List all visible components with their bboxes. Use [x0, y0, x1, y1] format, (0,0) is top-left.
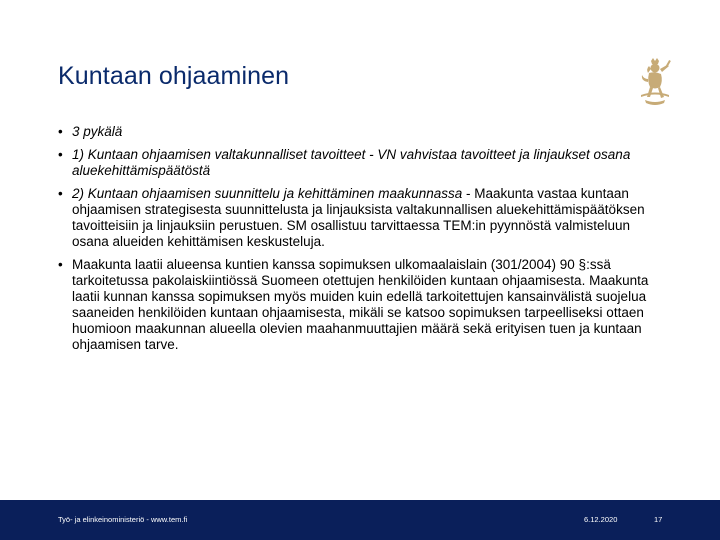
finnish-lion-crest-icon [636, 57, 674, 107]
bullet-text-italic: 3 pykälä [72, 124, 123, 139]
bullet-text: Maakunta laatii alueensa kuntien kanssa sopimuksen ulkomaalaislain (301/2004) 90 §:ssä tarkoitetussa pakolaiskiintiössä Suomeen otettujen henkilöiden kuntaan ohjaamisesta. Maakunta laatii kunnan kanssa sopimuksen myös muiden kuin edellä tarkoitettujen kansainvälistä suojelua saaneiden henkilöiden kuntaan ohjaamisesta, mikäli se katsoo sopimuksen tarpeelliseksi ottaen huomioon maakunnan alueella olevien maahanmuuttajien määrä sekä erityisen tuen ja kuntaan ohjaamisen tarve. [72, 257, 649, 352]
slide-title: Kuntaan ohjaaminen [58, 62, 290, 90]
list-item [58, 124, 670, 140]
footer-bar [0, 500, 720, 540]
bullet-text-italic: 1) Kuntaan ohjaamisen valtakunnalliset tavoitteet - VN vahvistaa tavoitteet ja linjaukset osana aluekehittämispäätöstä [72, 147, 631, 178]
bullet-marker: • [58, 257, 63, 272]
footer-date: 6.12.2020 [584, 515, 618, 524]
bullet-list [58, 124, 670, 360]
bullet-marker: • [58, 186, 63, 201]
bullet-text: - Maakunta vastaa kuntaan ohjaamisen strategisesta suunnittelusta ja linjauksista valtakunnallisen aluekehittämispäätöksen tavoitteisiin ja linjauksiin perustuen. SM osallistuu tarvittaessa TEM:in pyynnöstä valmisteluun osana alueiden kehittämisen keskusteluja. [72, 186, 645, 249]
list-item [58, 257, 670, 353]
bullet-marker: • [58, 147, 63, 162]
bullet-marker: • [58, 124, 63, 139]
list-item [58, 147, 670, 179]
bullet-text-italic: 2) Kuntaan ohjaamisen suunnittelu ja kehittäminen maakunnassa [72, 186, 463, 201]
list-item [58, 186, 670, 250]
page-number: 17 [654, 515, 663, 524]
footer-organization: Työ- ja elinkeinoministeriö - www.tem.fi [58, 515, 188, 524]
